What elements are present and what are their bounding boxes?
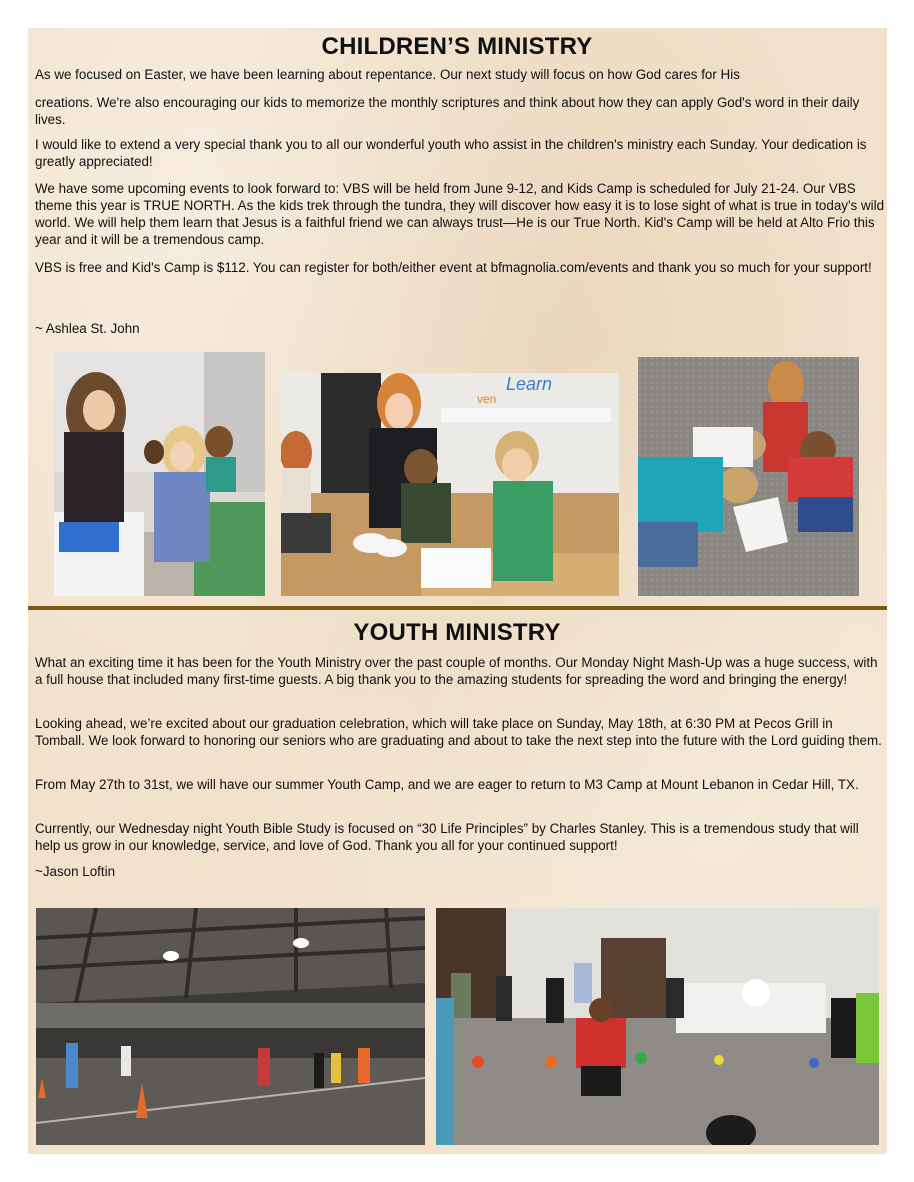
photo-classroom-crafts xyxy=(281,373,619,596)
childrens-ministry-heading: CHILDREN’S MINISTRY xyxy=(321,33,593,60)
children-paragraph: creations. We're also encouraging our kids to memorize the monthly scriptures and think about how they can apply God's word in their daily lives. xyxy=(35,95,860,127)
photo-kids-playing-lego xyxy=(54,352,265,596)
youth-paragraph: What an exciting time it has been for the Youth Ministry over the past couple of months. Our Monday Night Mash-Up was a huge success, with a full house that included many first-time guests. A big thank you to the amazing students for spreading the word and bringing the energy! xyxy=(35,655,878,687)
photo-kids-reading-floor xyxy=(638,357,859,596)
youth-signature: ~Jason Loftin xyxy=(35,864,116,879)
photo-pavilion-games xyxy=(36,908,425,1145)
youth-paragraph: From May 27th to 31st, we will have our summer Youth Camp, and we are eager to return to M3 Camp at Mount Lebanon in Cedar Hill, TX. xyxy=(35,777,859,792)
photo-dodgeball-gym xyxy=(436,908,879,1145)
children-paragraph: We have some upcoming events to look forward to: VBS will be held from June 9-12, and Kids Camp is scheduled for July 21-24. Our VBS theme this year is TRUE NORTH. As the kids trek through the tundra, they will discover how easy it is to lose sight of what is true in today's wild world. We will help them learn that Jesus is a faithful friend we can always trust—He is our True North. Kid's Camp will be held at Alto Frio this year and it will be a tremendous camp. xyxy=(35,181,885,247)
wall-word: ven xyxy=(477,392,497,406)
children-paragraph: As we focused on Easter, we have been learning about repentance. Our next study will focus on how God cares for His xyxy=(35,67,740,82)
youth-ministry-heading: YOUTH MINISTRY xyxy=(353,619,561,646)
youth-paragraph: Currently, our Wednesday night Youth Bible Study is focused on “30 Life Principles” by Charles Stanley. This is a tremendous study that will help us grow in our knowledge, service, and love of God. Thank you all for your continued support! xyxy=(35,821,859,853)
children-paragraph: VBS is free and Kid's Camp is $112. You can register for both/either event at bfmagnolia.com/events and thank you so much for your support! xyxy=(35,260,872,275)
children-signature: ~ Ashlea St. John xyxy=(35,321,140,336)
children-paragraph: I would like to extend a very special thank you to all our wonderful youth who assist in the children's ministry each Sunday. Your dedication is greatly appreciated! xyxy=(35,137,867,169)
wall-word-learn: Learn xyxy=(506,374,553,394)
section-divider xyxy=(28,606,887,610)
youth-paragraph: Looking ahead, we’re excited about our graduation celebration, which will take place on Sunday, May 18th, at 6:30 PM at Pecos Grill in Tomball. We look forward to honoring our seniors who are graduating and about to take the next step into the future with the Lord guiding them. xyxy=(35,716,882,748)
